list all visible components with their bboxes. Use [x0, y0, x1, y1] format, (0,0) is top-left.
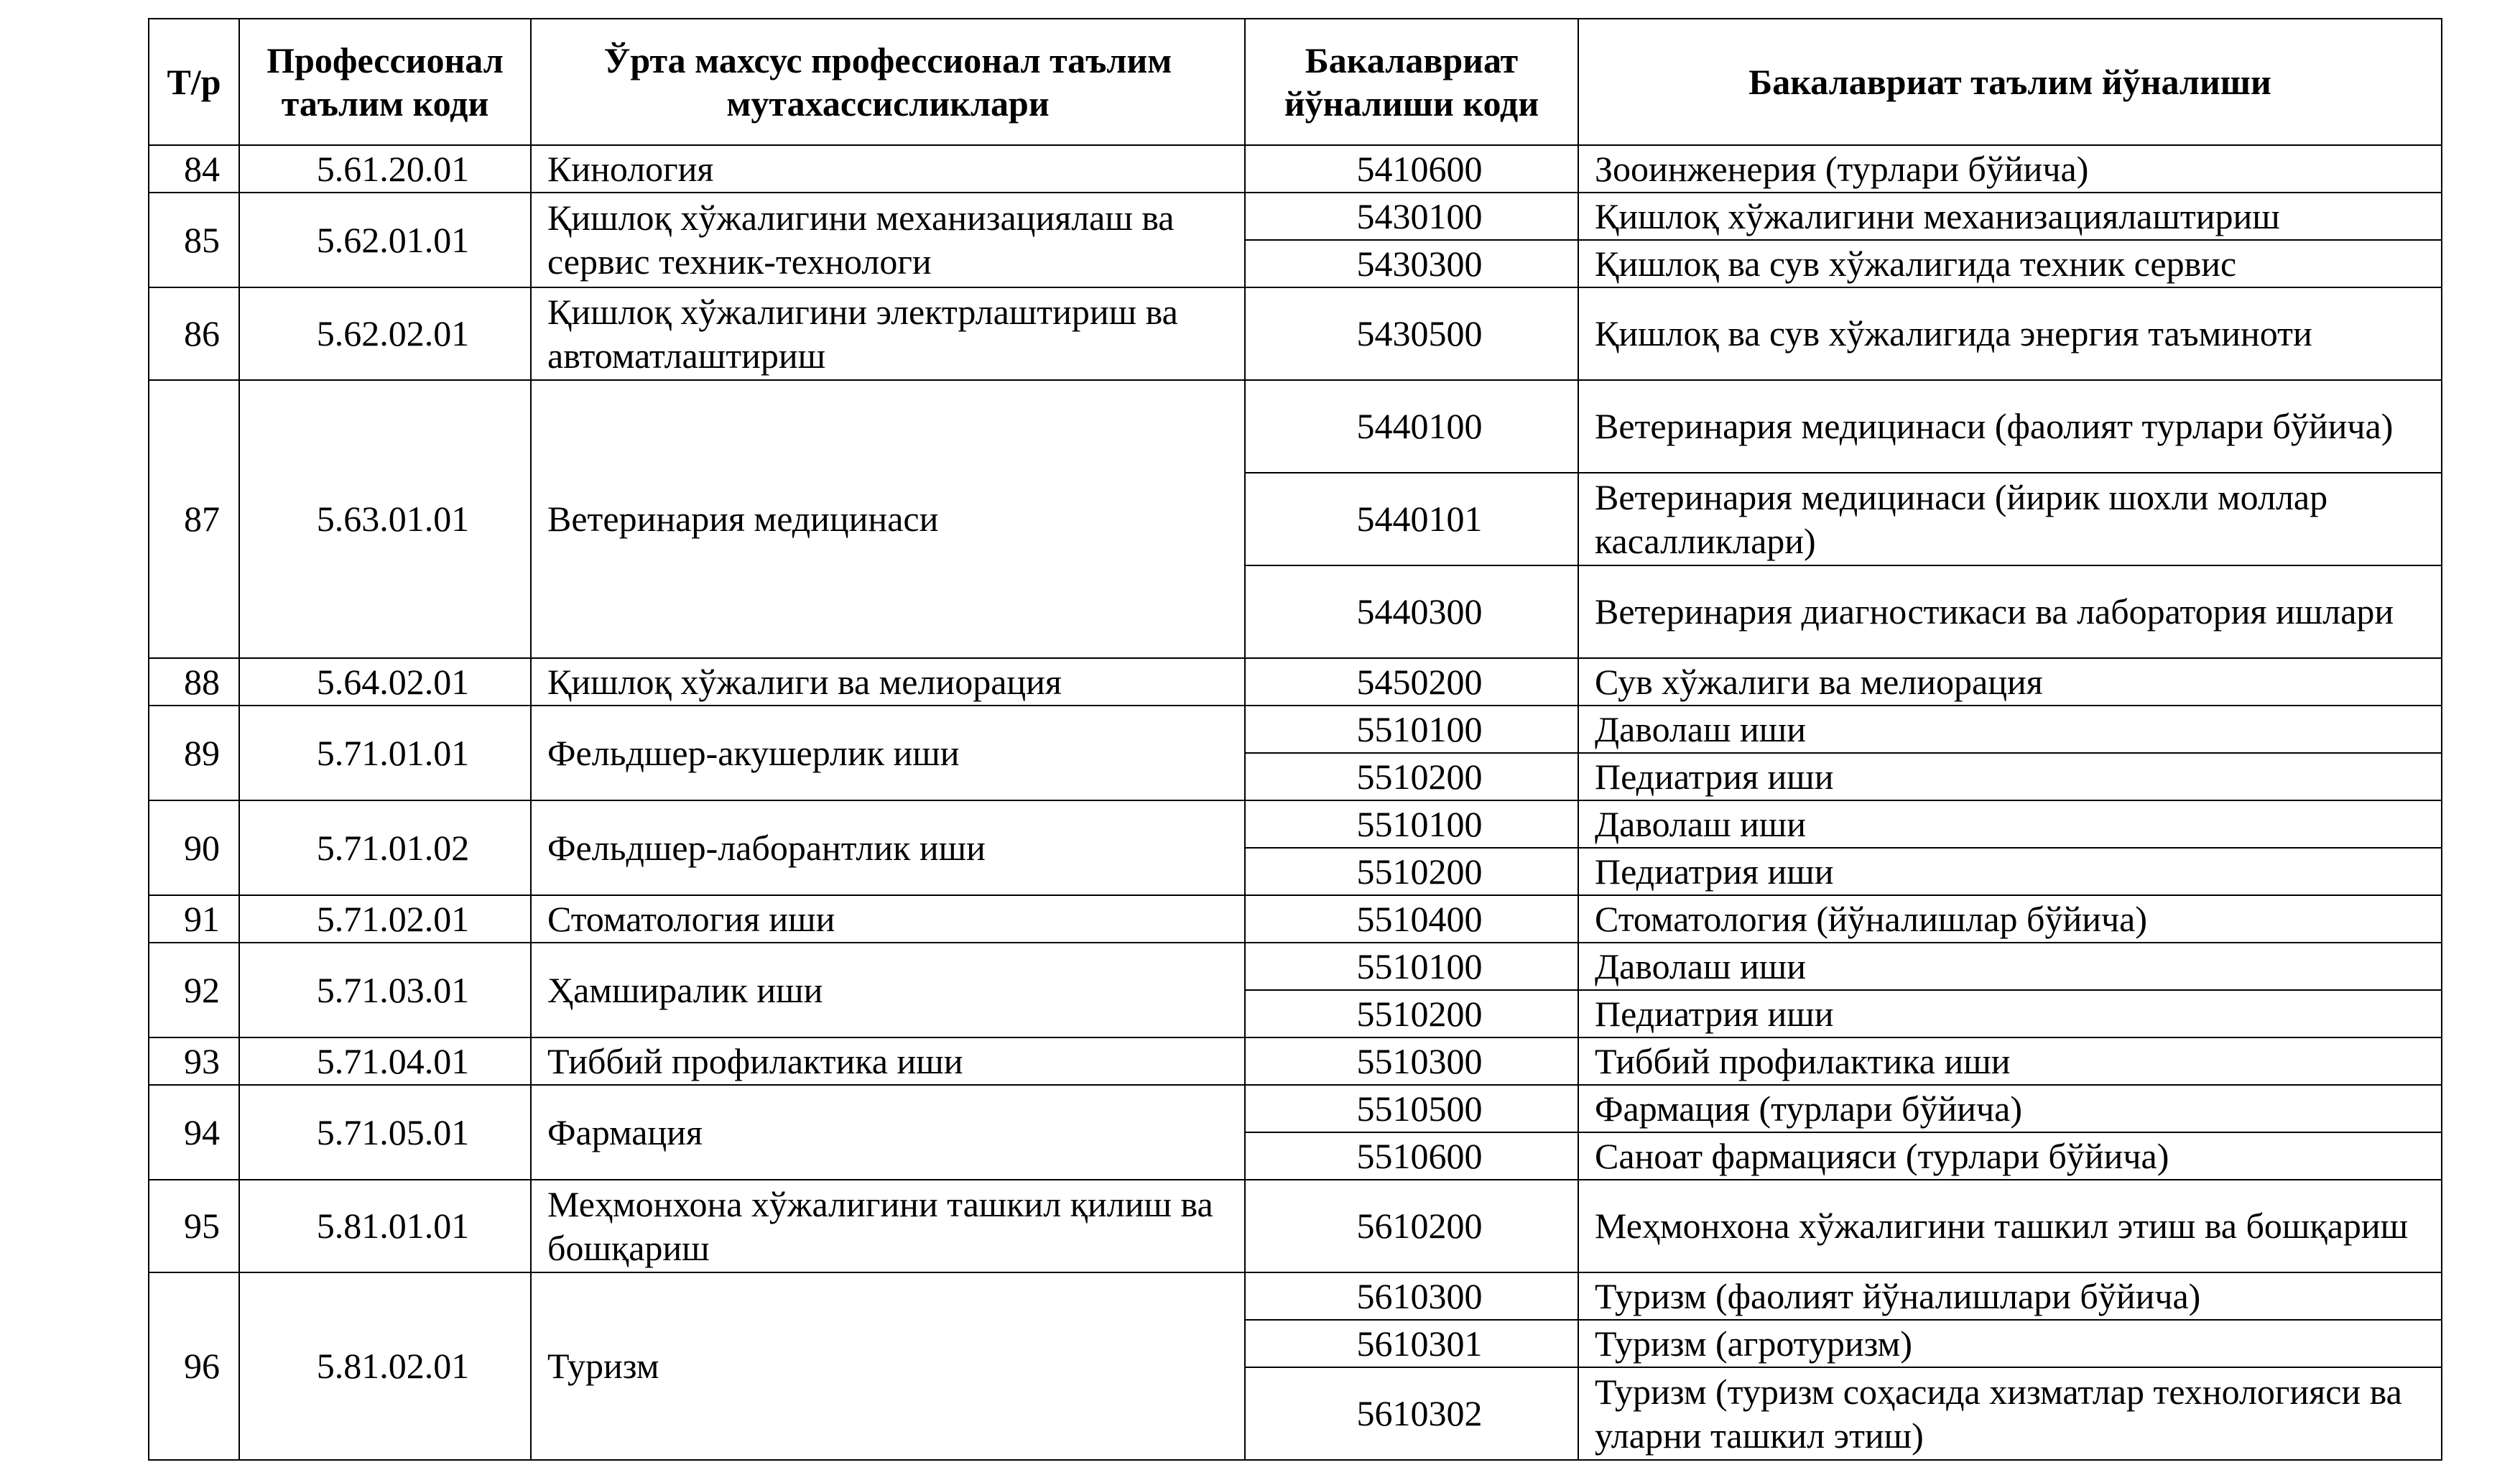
- table-body: [149, 145, 2442, 1460]
- prof-code: 5.63.01.01: [239, 380, 531, 658]
- specialty-name: Қишлоқ хўжалиги ва мелиорация: [531, 658, 1245, 706]
- bachelor-name: Туризм (туризм соҳасида хизматлар технологияси ва уларни ташкил этиш): [1578, 1367, 2442, 1460]
- row-number: 96: [149, 1272, 239, 1460]
- row-number: 94: [149, 1085, 239, 1180]
- bachelor-name: Педиатрия иши: [1578, 848, 2442, 895]
- bachelor-code: 5510100: [1245, 800, 1578, 848]
- table-row: [149, 1180, 2442, 1272]
- prof-code: 5.61.20.01: [239, 145, 531, 193]
- bachelor-code: 5410600: [1245, 145, 1578, 193]
- bachelor-name: Стоматология (йўналишлар бўйича): [1578, 895, 2442, 943]
- bachelor-code: 5610302: [1245, 1367, 1578, 1460]
- row-number: 91: [149, 895, 239, 943]
- bachelor-name: Педиатрия иши: [1578, 990, 2442, 1037]
- row-number: 85: [149, 193, 239, 287]
- table-row: [149, 895, 2442, 943]
- row-number: 93: [149, 1037, 239, 1085]
- bachelor-name: Қишлоқ ва сув хўжалигида техник сервис: [1578, 240, 2442, 287]
- prof-code: 5.71.04.01: [239, 1037, 531, 1085]
- row-number: 87: [149, 380, 239, 658]
- prof-code: 5.62.01.01: [239, 193, 531, 287]
- bachelor-code: 5510600: [1245, 1132, 1578, 1180]
- bachelor-name: Даволаш иши: [1578, 800, 2442, 848]
- row-number: 88: [149, 658, 239, 706]
- row-number: 84: [149, 145, 239, 193]
- prof-code: 5.71.03.01: [239, 943, 531, 1037]
- bachelor-name: Қишлоқ ва сув хўжалигида энергия таъминоти: [1578, 287, 2442, 380]
- bachelor-code: 5510200: [1245, 753, 1578, 800]
- bachelor-name: Тиббий профилактика иши: [1578, 1037, 2442, 1085]
- bachelor-code: 5440100: [1245, 380, 1578, 473]
- prof-code: 5.64.02.01: [239, 658, 531, 706]
- specialty-name: Кинология: [531, 145, 1245, 193]
- bachelor-code: 5610200: [1245, 1180, 1578, 1272]
- bachelor-code: 5610301: [1245, 1320, 1578, 1367]
- bachelor-code: 5510200: [1245, 990, 1578, 1037]
- prof-code: 5.81.01.01: [239, 1180, 531, 1272]
- row-number: 89: [149, 706, 239, 800]
- bachelor-code: 5430100: [1245, 193, 1578, 240]
- specialty-name: Тиббий профилактика иши: [531, 1037, 1245, 1085]
- specialty-name: Фельдшер-лаборантлик иши: [531, 800, 1245, 895]
- bachelor-code: 5510300: [1245, 1037, 1578, 1085]
- bachelor-code: 5510100: [1245, 706, 1578, 753]
- table-row: [149, 1085, 2442, 1132]
- bachelor-code: 5510100: [1245, 943, 1578, 990]
- bachelor-name: Қишлоқ хўжалигини механизациялаштириш: [1578, 193, 2442, 240]
- row-number: 90: [149, 800, 239, 895]
- bachelor-code: 5610300: [1245, 1272, 1578, 1320]
- table-row: [149, 706, 2442, 753]
- specialty-name: Меҳмонхона хўжалигини ташкил қилиш ва бошқариш: [531, 1180, 1245, 1272]
- table-row: [149, 145, 2442, 193]
- row-number: 86: [149, 287, 239, 380]
- bachelor-name: Ветеринария диагностикаси ва лаборатория ишлари: [1578, 565, 2442, 658]
- row-number: 95: [149, 1180, 239, 1272]
- table-row: [149, 1272, 2442, 1320]
- header-bach-name: Бакалавриат таълим йўналиши: [1578, 19, 2442, 145]
- specialty-name: Қишлоқ хўжалигини электрлаштириш ва автоматлаштириш: [531, 287, 1245, 380]
- header-bach-code: Бакалавриат йўналиши коди: [1245, 19, 1578, 145]
- prof-code: 5.71.01.01: [239, 706, 531, 800]
- prof-code: 5.71.02.01: [239, 895, 531, 943]
- specialty-name: Стоматология иши: [531, 895, 1245, 943]
- bachelor-name: Туризм (фаолият йўналишлари бўйича): [1578, 1272, 2442, 1320]
- specialty-name: Ҳамширалик иши: [531, 943, 1245, 1037]
- specialty-name: Фармация: [531, 1085, 1245, 1180]
- bachelor-name: Туризм (агротуризм): [1578, 1320, 2442, 1367]
- table-row: [149, 287, 2442, 380]
- bachelor-code: 5440101: [1245, 473, 1578, 565]
- table-row: [149, 800, 2442, 848]
- specialty-name: Ветеринария медицинаси: [531, 380, 1245, 658]
- bachelor-name: Даволаш иши: [1578, 943, 2442, 990]
- specialty-name: Қишлоқ хўжалигини механизациялаш ва сервис техник-технологи: [531, 193, 1245, 287]
- row-number: 92: [149, 943, 239, 1037]
- prof-code: 5.62.02.01: [239, 287, 531, 380]
- prof-code: 5.71.05.01: [239, 1085, 531, 1180]
- prof-code: 5.71.01.02: [239, 800, 531, 895]
- bachelor-name: Зооинженерия (турлари бўйича): [1578, 145, 2442, 193]
- table-header-row: [149, 19, 2442, 145]
- table-row: [149, 193, 2442, 240]
- bachelor-code: 5510500: [1245, 1085, 1578, 1132]
- bachelor-name: Саноат фармацияси (турлари бўйича): [1578, 1132, 2442, 1180]
- prof-code: 5.81.02.01: [239, 1272, 531, 1460]
- bachelor-code: 5430300: [1245, 240, 1578, 287]
- header-specialty: Ўрта махсус профессионал таълим мутахассисликлари: [531, 19, 1245, 145]
- bachelor-name: Ветеринария медицинаси (йирик шохли моллар касалликлари): [1578, 473, 2442, 565]
- bachelor-code: 5510400: [1245, 895, 1578, 943]
- table-row: [149, 658, 2442, 706]
- specialty-name: Фельдшер-акушерлик иши: [531, 706, 1245, 800]
- bachelor-code: 5440300: [1245, 565, 1578, 658]
- specialty-name: Туризм: [531, 1272, 1245, 1460]
- bachelor-code: 5430500: [1245, 287, 1578, 380]
- table-row: [149, 943, 2442, 990]
- bachelor-name: Ветеринария медицинаси (фаолият турлари бўйича): [1578, 380, 2442, 473]
- specialties-table: [148, 18, 2442, 1461]
- bachelor-name: Сув хўжалиги ва мелиорация: [1578, 658, 2442, 706]
- bachelor-code: 5510200: [1245, 848, 1578, 895]
- header-num: Т/р: [149, 19, 239, 145]
- bachelor-name: Меҳмонхона хўжалигини ташкил этиш ва бошқариш: [1578, 1180, 2442, 1272]
- bachelor-code: 5450200: [1245, 658, 1578, 706]
- bachelor-name: Педиатрия иши: [1578, 753, 2442, 800]
- bachelor-name: Фармация (турлари бўйича): [1578, 1085, 2442, 1132]
- header-prof-code: Профессионал таълим коди: [239, 19, 531, 145]
- table-row: [149, 1037, 2442, 1085]
- table-row: [149, 380, 2442, 473]
- bachelor-name: Даволаш иши: [1578, 706, 2442, 753]
